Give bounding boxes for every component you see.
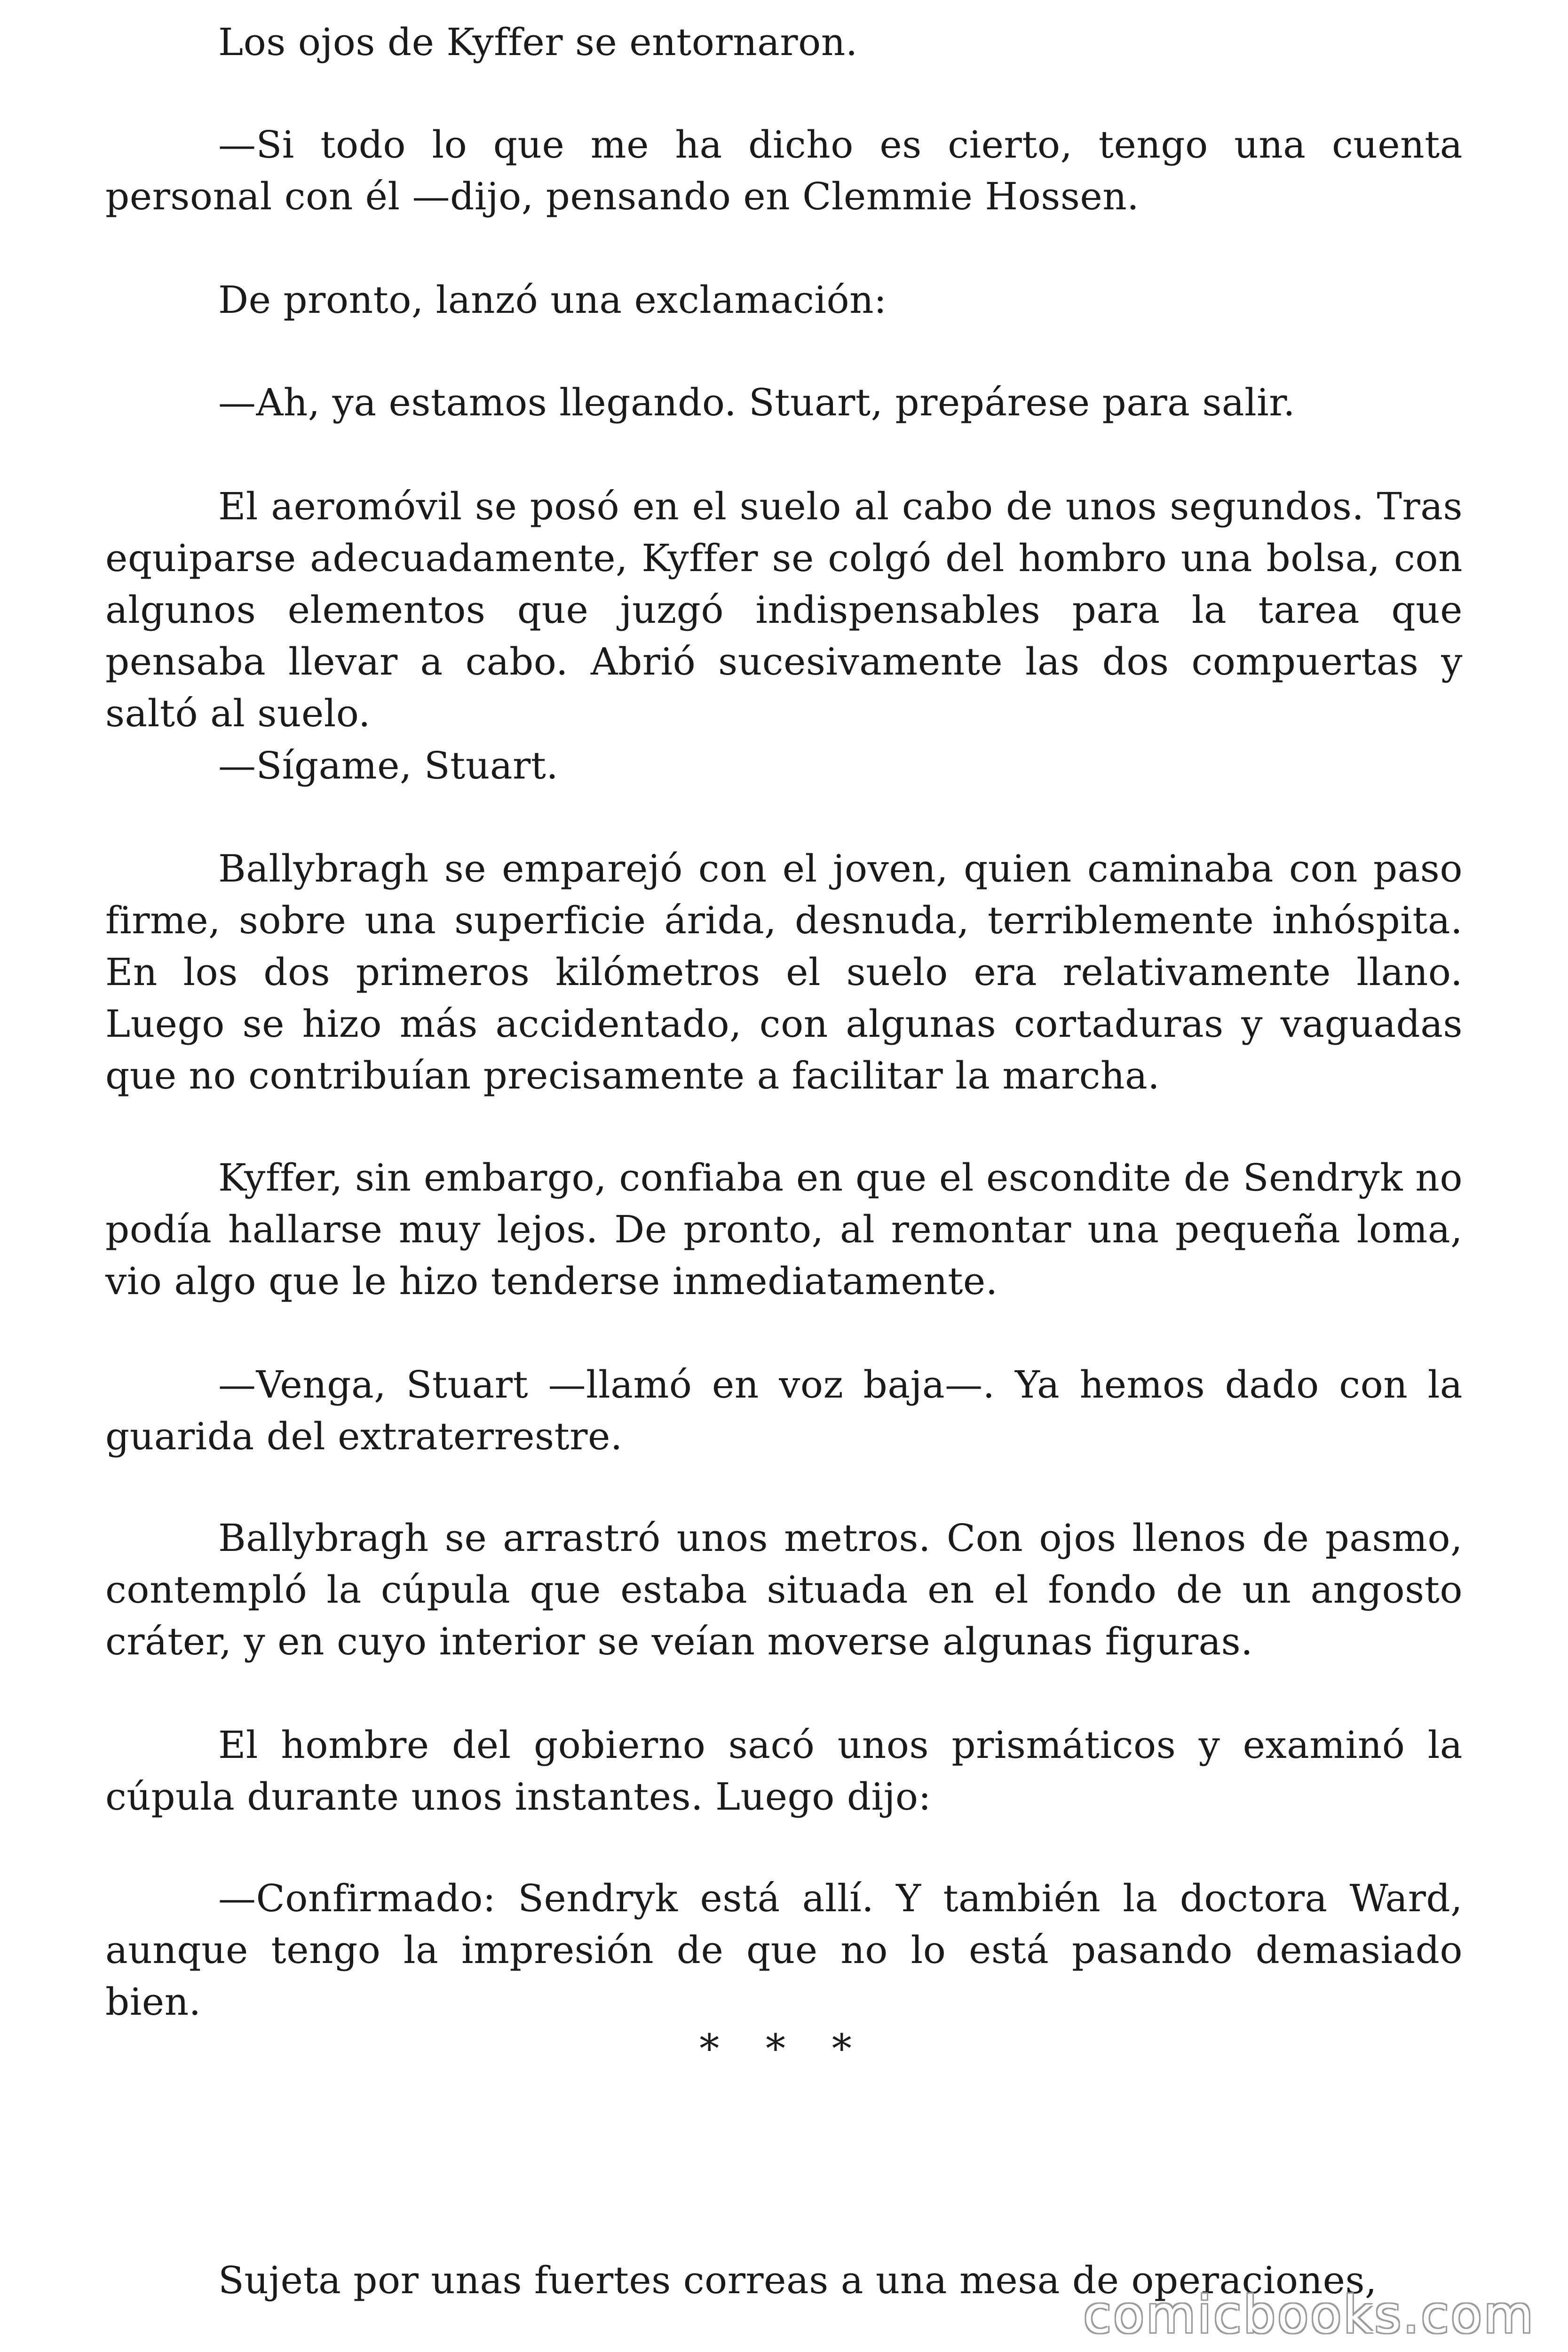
paragraph: El hombre del gobierno sacó unos prismáticos y examinó la cúpula durante unos instantes. Luego dijo: [105,1723,1463,1819]
paragraph: —Confirmado: Sendryk está allí. Y también la doctora Ward, aunque tengo la impresión de que no lo está pasando demasiado bien. [105,1876,1463,2024]
paragraph: Kyffer, sin embargo, confiaba en que el escondite de Sendryk no podía hallarse muy lejos. De pronto, al remontar una pequeña loma, vio algo que le hizo tenderse inmediatamente. [105,1156,1463,1303]
paragraph: Ballybragh se arrastró unos metros. Con ojos llenos de pasmo, contempló la cúpula que estaba situada en el fondo de un angosto cráter, y en cuyo interior se veían moverse algunas figuras. [105,1516,1463,1663]
paragraph: —Si todo lo que me ha dicho es cierto, tengo una cuenta personal con él —dijo, pensando en Clemmie Hossen. [105,123,1463,218]
book-page [105,0,1463,2352]
paragraph: Ballybragh se emparejó con el joven, quien caminaba con paso firme, sobre una superficie árida, desnuda, terriblemente inhóspita. En los dos primeros kilómetros el suelo era relativamente llano. Luego se hizo más accidentado, con algunas cortaduras y vaguadas que no contribuían precisamente a facilitar la marcha. [105,847,1463,1097]
paragraph: Los ojos de Kyffer se entornaron. [218,20,858,64]
paragraph: —Venga, Stuart —llamó en voz baja—. Ya hemos dado con la guarida del extraterrestre. [105,1363,1463,1458]
paragraph: El aeromóvil se posó en el suelo al cabo de unos segundos. Tras equiparse adecuadamente, Kyffer se colgó del hombro una bolsa, con algunos elementos que juzgó indispensables para la tarea que pensaba llevar a cabo. Abrió sucesivamente las dos compuertas y saltó al suelo. [105,485,1463,735]
paragraph: —Ah, ya estamos llegando. Stuart, prepárese para salir. [218,381,1296,424]
section-separator: * * * [699,2026,869,2072]
watermark: comicbooks.com [1083,2286,1535,2344]
paragraph: —Sígame, Stuart. [218,744,559,787]
paragraph: De pronto, lanzó una exclamación: [218,278,887,322]
paragraph: Sujeta por unas fuertes correas a una mesa de operaciones, [218,2258,1377,2302]
